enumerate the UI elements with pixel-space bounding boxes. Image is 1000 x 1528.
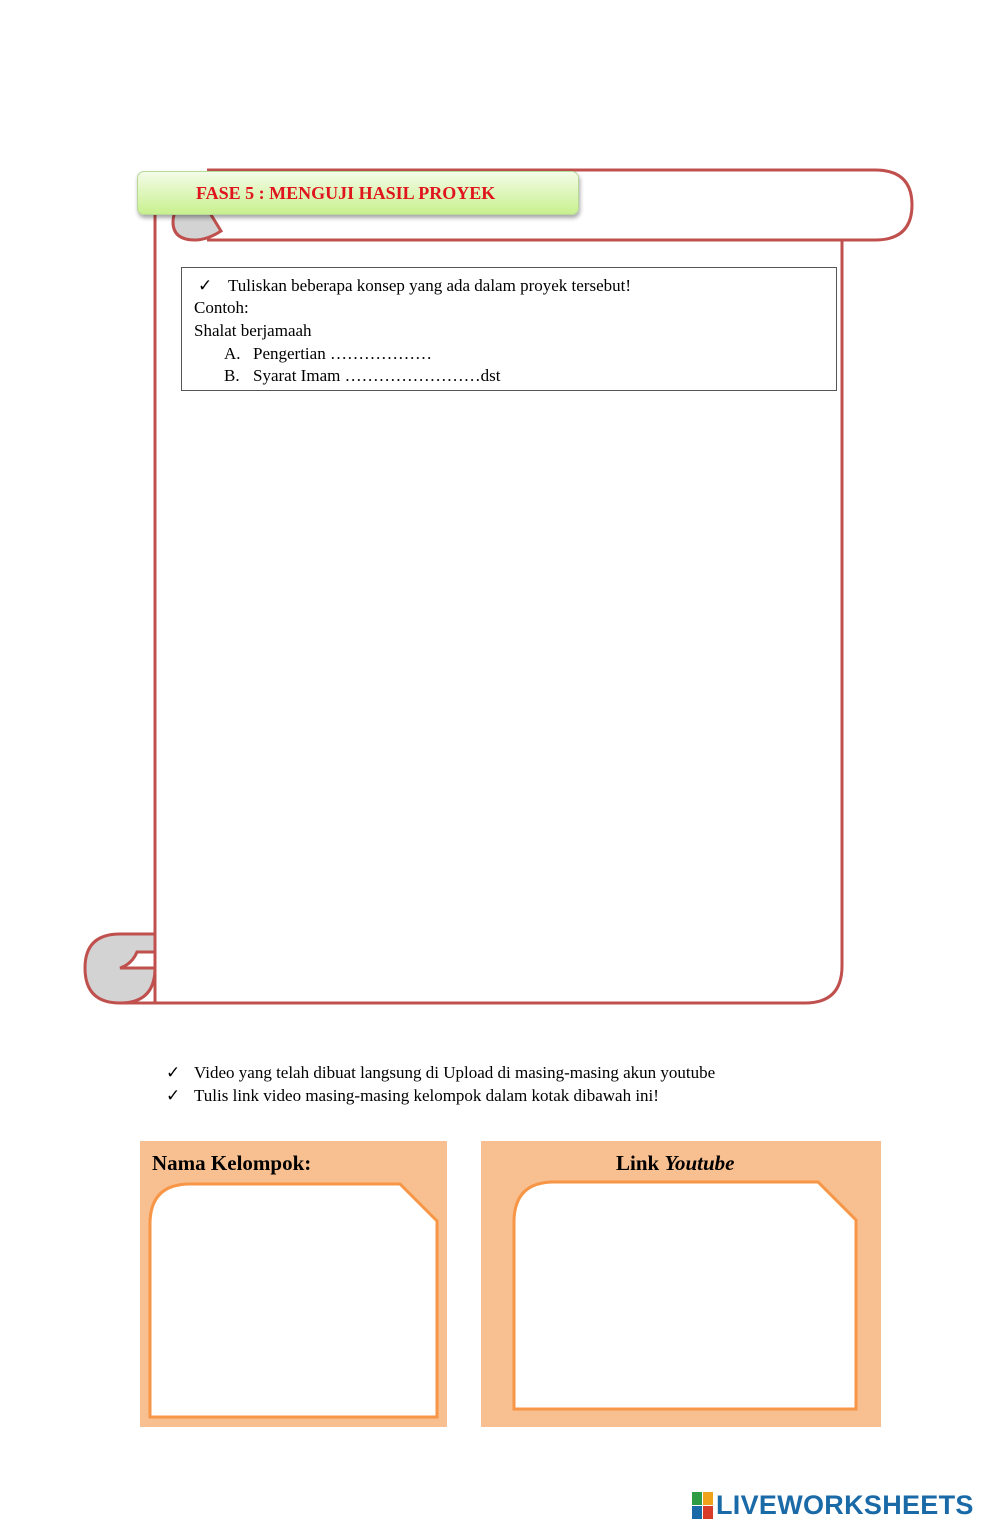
instruction-item-b: B. Syarat Imam ……………………dst — [224, 366, 501, 385]
instruction-line-1: ✓ Tuliskan beberapa konsep yang ada dalam proyek tersebut! — [198, 275, 631, 298]
instruction-line-3: Shalat berjamaah — [194, 321, 312, 340]
bullet-upload-video: ✓ Video yang telah dibuat langsung di Upload di masing-masing akun youtube — [166, 1063, 716, 1082]
checkmark-icon: ✓ — [166, 1086, 181, 1105]
group-name-input-frame — [140, 1141, 447, 1427]
bullet-write-link: ✓ Tulis link video masing-masing kelompok dalam kotak dibawah ini! — [166, 1086, 659, 1105]
phase-title: FASE 5 : MENGUJI HASIL PROYEK — [196, 183, 496, 203]
youtube-link-panel — [481, 1141, 881, 1427]
group-name-panel — [140, 1141, 447, 1427]
youtube-link-label: Link Youtube — [616, 1151, 735, 1175]
scroll-bottom-curl — [85, 934, 155, 1003]
group-name-label: Nama Kelompok: — [152, 1151, 312, 1175]
youtube-link-input-frame — [481, 1141, 881, 1427]
liveworksheets-logo — [692, 1489, 974, 1521]
logo-text: LIVEWORKSHEETS — [716, 1489, 974, 1520]
checkmark-icon: ✓ — [166, 1063, 181, 1082]
instruction-item-a: A. Pengertian ……………… — [224, 344, 432, 363]
liveworksheets-logo-icon — [692, 1491, 714, 1519]
instruction-box — [181, 267, 837, 391]
checkmark-icon: ✓ — [198, 276, 213, 295]
phase-title-banner — [137, 171, 579, 215]
instruction-line-2: Contoh: — [194, 298, 249, 317]
